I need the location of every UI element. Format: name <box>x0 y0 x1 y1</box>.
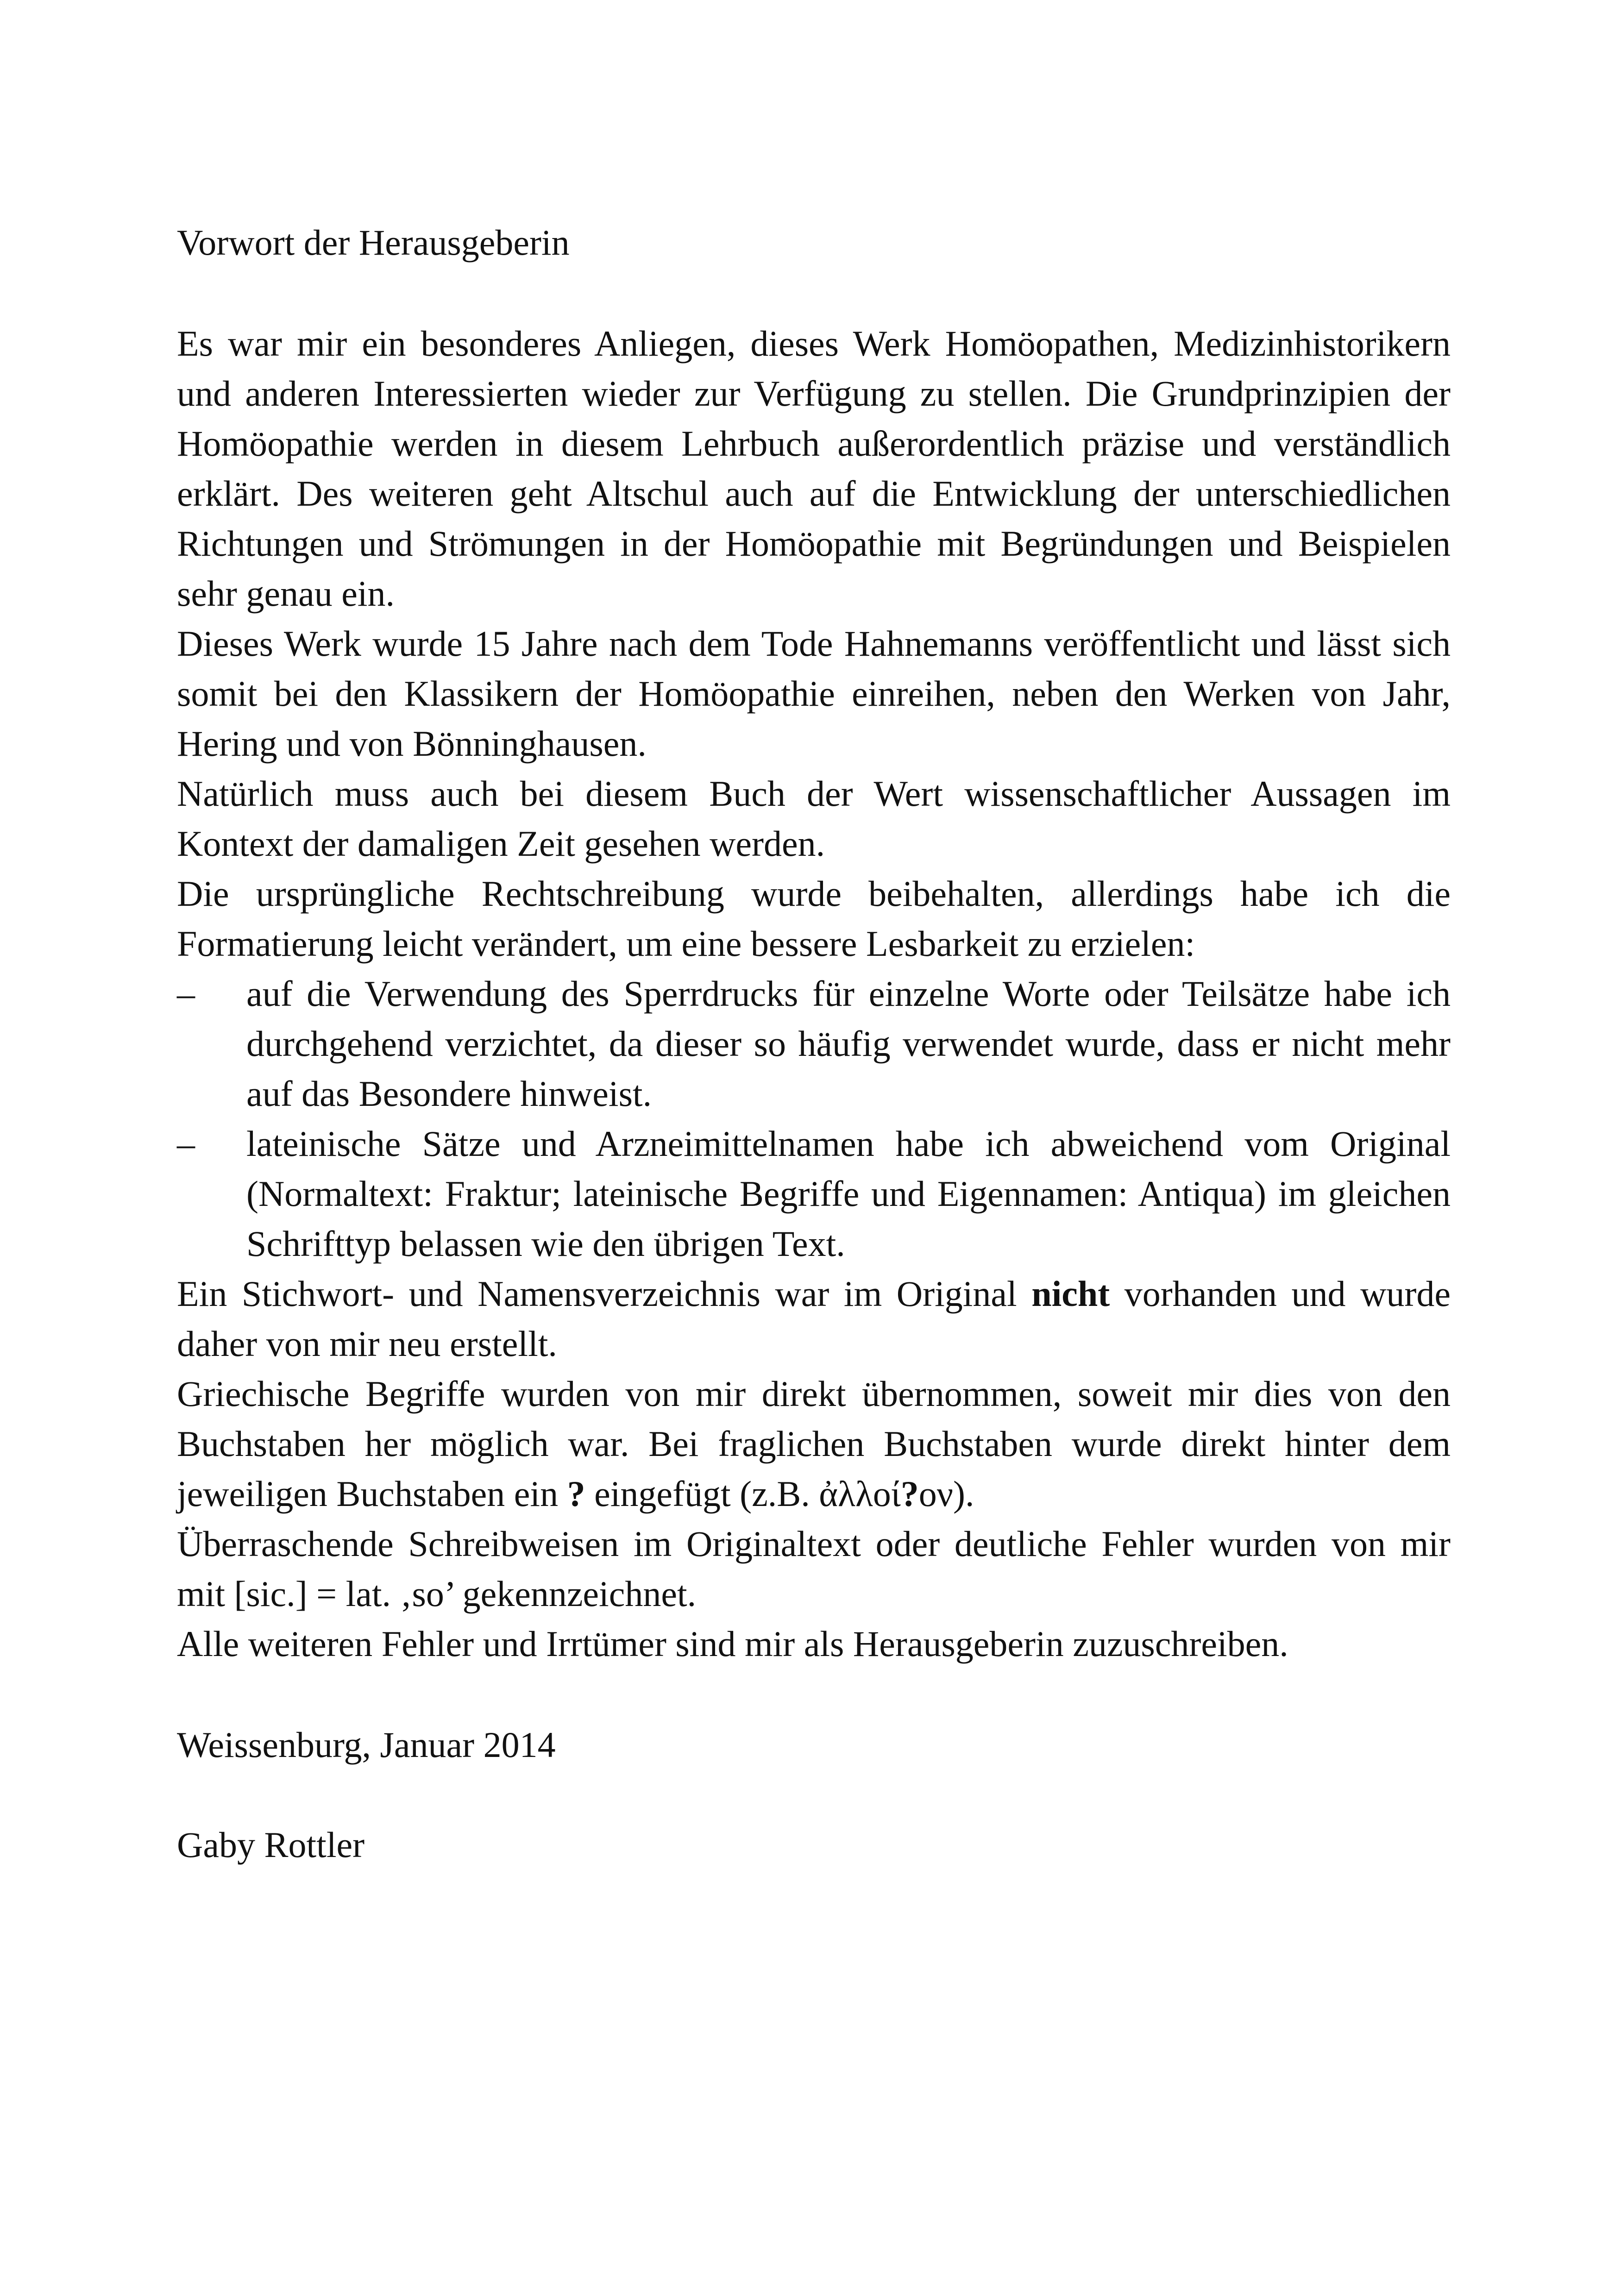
greek-text-before: Griechische Begriffe wurden von mir direkt übernommen, soweit mir dies von den Buchstaben her möglich war. Bei fraglichen Buchstaben wurde direkt hinter dem jeweiligen Buchstaben ein <box>177 1374 1451 1514</box>
formatting-changes-list <box>177 969 1451 1269</box>
paragraph-orthography: Die ursprüngliche Rechtschreibung wurde beibehalten, allerdings habe ich die Formatierung leicht verändert, um eine bessere Lesbarkeit zu erzielen: <box>177 873 1451 964</box>
index-text-after: vorhanden und wurde daher von mir neu erstellt. <box>177 1273 1451 1364</box>
paragraph-intro: Es war mir ein besonderes Anliegen, dieses Werk Homöopathen, Medizinhistorikern und anderen Interessierten wieder zur Verfügung zu stellen. Die Grundprinzipien der Homöopathie werden in diesem Lehrbuch außerordentlich präzise und verständlich erklärt. Des weiteren geht Altschul auch auf die Entwicklung der unterschiedlichen Richtungen und Strömungen in der Homöopathie mit Begründungen und Beispielen sehr genau ein. <box>177 323 1451 614</box>
dash-bullet: – <box>177 1123 195 1164</box>
greek-question-mark-example: ? <box>900 1474 919 1514</box>
paragraph-context: Natürlich muss auch bei diesem Buch der Wert wissenschaftlicher Aussagen im Kontext der damaligen Zeit gesehen werden. <box>177 773 1451 864</box>
paragraph-publication: Dieses Werk wurde 15 Jahre nach dem Tode Hahnemanns veröffentlicht und lässt sich somit bei den Klassikern der Homöopathie einreihen, neben den Werken von Jahr, Hering und von Bönninghausen. <box>177 623 1451 764</box>
index-text-before: Ein Stichwort- und Namensverzeichnis war im Original <box>177 1273 1032 1314</box>
place-date: Weissenburg, Januar 2014 <box>177 1725 556 1765</box>
paragraph-sic: Überraschende Schreibweisen im Originaltext oder deutliche Fehler wurden von mir mit [sic.] = lat. ‚so’ gekennzeichnet. <box>177 1524 1451 1614</box>
page-content <box>177 218 1451 1870</box>
dash-bullet: – <box>177 973 195 1014</box>
author-name: Gaby Rottler <box>177 1825 365 1865</box>
list-item-text: auf die Verwendung des Sperrdrucks für einzelne Worte oder Teilsätze habe ich durchgehend verzichtet, da dieser so häufig verwendet wurde, dass er nicht mehr auf das Besondere hinweist. <box>246 973 1451 1114</box>
paragraph-errors: Alle weiteren Fehler und Irrtümer sind mir als Herausgeberin zuzuschreiben. <box>177 1624 1288 1664</box>
index-bold-word: nicht <box>1031 1273 1110 1314</box>
list-item <box>177 1119 1451 1269</box>
greek-text-middle: eingefügt (z.B. ἀλλοί <box>585 1474 901 1514</box>
greek-text-after: ον). <box>918 1474 974 1514</box>
list-item-text: lateinische Sätze und Arzneimittelnamen habe ich abweichend vom Original (Normaltext: Fraktur; lateinische Begriffe und Eigennamen: Antiqua) im gleichen Schrifttyp belassen wie den übrigen Text. <box>246 1123 1451 1264</box>
paragraph-greek <box>177 1369 1451 1519</box>
page-title: Vorwort der Herausgeberin <box>177 222 570 263</box>
paragraph-index <box>177 1269 1451 1369</box>
list-item <box>177 969 1451 1119</box>
greek-question-mark: ? <box>567 1474 585 1514</box>
